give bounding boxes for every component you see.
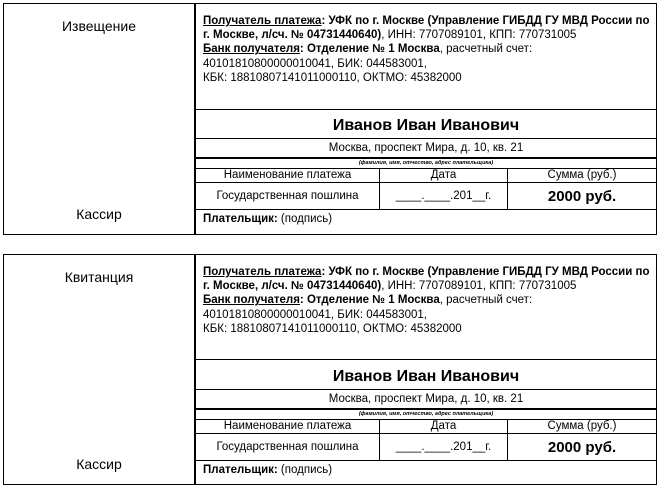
payer-address: Москва, проспект Мира, д. 10, кв. 21 [328,393,524,405]
bank-account: , расчетный счет: 40101810800000010041, БИК: 044583001, [203,43,533,70]
col-header-name: Наименование платежа [196,420,380,434]
divider [196,389,656,390]
table-row [196,434,656,461]
slip-left-column [4,255,196,484]
slip-left-column [4,4,196,234]
payer-name: Иванов Иван Иванович [332,117,520,134]
payment-date-cell: ____.____.201__г. [380,183,508,210]
payment-name-cell: Государственная пошлина [196,183,380,210]
payer-address: Москва, проспект Мира, д. 10, кв. 21 [328,142,524,154]
divider [196,359,656,360]
slip-details [196,255,656,484]
col-header-sum: Сумма (руб.) [508,169,657,183]
recipient-name: : УФК по г. Москве (Управление ГИБДД ГУ МВД России по г. Москве, л/сч. № 04731440640) [203,266,650,293]
payment-table [196,168,656,210]
recipient-tax-ids: , ИНН: 7707089101, КПП: 770731005 [381,280,577,293]
recipient-info [203,265,650,336]
col-header-name: Наименование платежа [196,169,380,183]
recipient-name: : УФК по г. Москве (Управление ГИБДД ГУ МВД России по г. Москве, л/сч. № 04731440640) [203,15,650,42]
table-row [196,183,656,210]
col-header-date: Дата [380,169,508,183]
payer-signature-line [203,464,332,476]
bank-account: , расчетный счет: 40101810800000010041, БИК: 044583001, [203,294,533,321]
recipient-tax-ids: , ИНН: 7707089101, КПП: 770731005 [381,29,577,42]
bank-name: : Отделение № 1 Москва [299,294,440,307]
slip-details [196,4,656,234]
slip-title: Извещение [61,18,137,34]
payment-sum-cell: 2000 руб. [508,183,657,210]
payer-label: Плательщик: [203,464,278,476]
cashier-label: Кассир [76,456,122,472]
payment-table [196,419,656,461]
signature-placeholder: (подпись) [277,464,333,476]
kbk-oktmo: КБК: 18810807141011000110, ОКТМО: 45382000 [203,71,462,84]
col-header-sum: Сумма (руб.) [508,420,657,434]
address-caption: (фамилия, имя, отчество, адрес плательщика) [358,411,494,417]
payment-date-cell: ____.____.201__г. [380,434,508,461]
notice-slip [3,3,657,235]
divider [196,109,656,110]
divider [196,408,656,410]
payment-sum-cell: 2000 руб. [508,434,657,461]
bank-name: : Отделение № 1 Москва [299,43,440,56]
signature-placeholder: (подпись) [277,213,333,225]
recipient-label: Получатель платежа [203,15,322,27]
col-header-date: Дата [380,420,508,434]
divider [196,157,656,159]
address-caption: (фамилия, имя, отчество, адрес плательщика) [358,160,494,166]
payer-name: Иванов Иван Иванович [332,368,520,385]
table-header-row [196,169,656,183]
table-header-row [196,420,656,434]
recipient-info [203,14,650,85]
slip-title: Квитанция [64,269,134,285]
bank-label: Банк получателя [203,294,300,307]
kbk-oktmo: КБК: 18810807141011000110, ОКТМО: 45382000 [203,322,462,335]
bank-label: Банк получателя [203,43,300,56]
payer-signature-line [203,213,332,225]
divider [196,138,656,139]
recipient-label: Получатель платежа [203,266,322,278]
cashier-label: Кассир [76,206,122,222]
receipt-slip [3,254,657,485]
payment-name-cell: Государственная пошлина [196,434,380,461]
payer-label: Плательщик: [203,213,278,225]
